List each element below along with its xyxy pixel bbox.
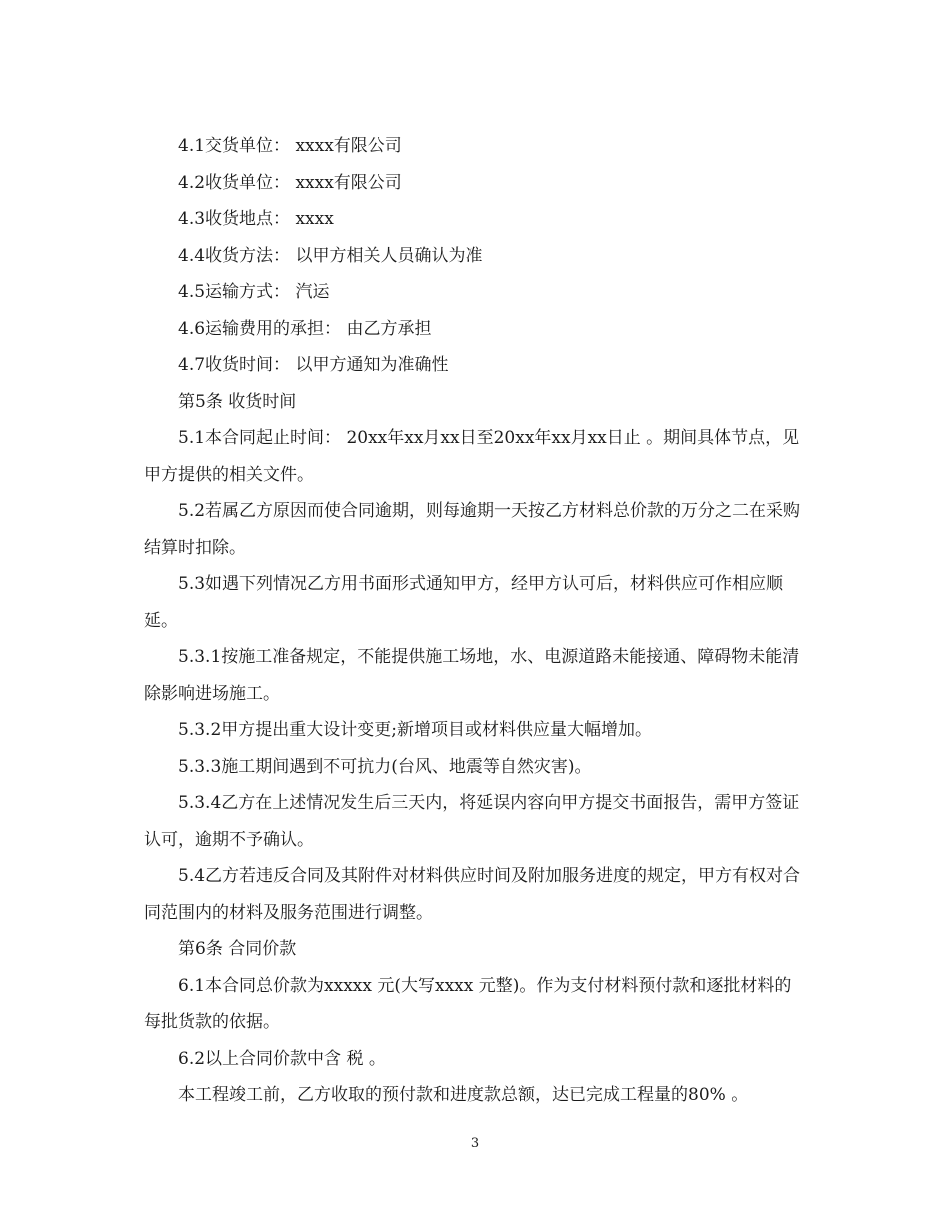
- paragraph-4-2: 4.2收货单位： xxxx有限公司: [178, 172, 402, 193]
- paragraph-5-3: 5.3如遇下列情况乙方用书面形式通知甲方，经甲方认可后，材料供应可作相应顺延。: [144, 574, 784, 631]
- paragraph-4-1: 4.1交货单位： xxxx有限公司: [178, 136, 402, 156]
- paragraph-5-3-1: 5.3.1按施工准备规定，不能提供施工场地，水、电源道路未能接通、障碍物未能清除影响进场施工。: [144, 647, 800, 704]
- paragraph-4-3: 4.3收货地点： xxxx: [178, 209, 334, 229]
- paragraph-4-7: 4.7收货时间： 以甲方通知为准确性: [178, 355, 449, 375]
- paragraph-5-3-2: 5.3.2甲方提出重大设计变更;新增项目或材料供应量大幅增加。: [178, 720, 652, 740]
- paragraph-5-3-4: 5.3.4乙方在上述情况发生后三天内，将延误内容向甲方提交书面报告，需甲方签证认可，逾期不予确认。: [144, 793, 800, 850]
- paragraph-4-6: 4.6运输费用的承担： 由乙方承担: [178, 318, 432, 339]
- document-body: [144, 128, 808, 1114]
- paragraph-6-2: 6.2以上合同价款中含 税 。: [178, 1048, 386, 1069]
- paragraph-5-4: 5.4乙方若违反合同及其附件对材料供应时间及附加服务进度的规定，甲方有权对合同范围内的材料及服务范围进行调整。: [144, 866, 801, 923]
- section-heading-6: 第6条 合同价款: [178, 939, 297, 959]
- paragraph-4-4: 4.4收货方法： 以甲方相关人员确认为准: [178, 245, 483, 266]
- paragraph-4-5: 4.5运输方式： 汽运: [178, 282, 330, 302]
- paragraph-6-1: 6.1本合同总价款为xxxxx 元(大写xxxx 元整)。作为支付材料预付款和逐批材料的每批货款的依据。: [144, 975, 792, 1032]
- page-number: 3: [470, 1136, 480, 1151]
- paragraph-completion: 本工程竣工前，乙方收取的预付款和进度款总额，达已完成工程量的80% 。: [178, 1085, 749, 1105]
- paragraph-5-1: 5.1本合同起止时间： 20xx年xx月xx日至20xx年xx月xx日止 。期间具体节点，见甲方提供的相关文件。: [144, 428, 800, 485]
- paragraph-5-3-3: 5.3.3施工期间遇到不可抗力(台风、地震等自然灾害)。: [178, 756, 592, 777]
- section-heading-5: 第5条 收货时间: [178, 391, 297, 412]
- paragraph-5-2: 5.2若属乙方原因而使合同逾期，则每逾期一天按乙方材料总价款的万分之二在采购结算时扣除。: [144, 501, 801, 558]
